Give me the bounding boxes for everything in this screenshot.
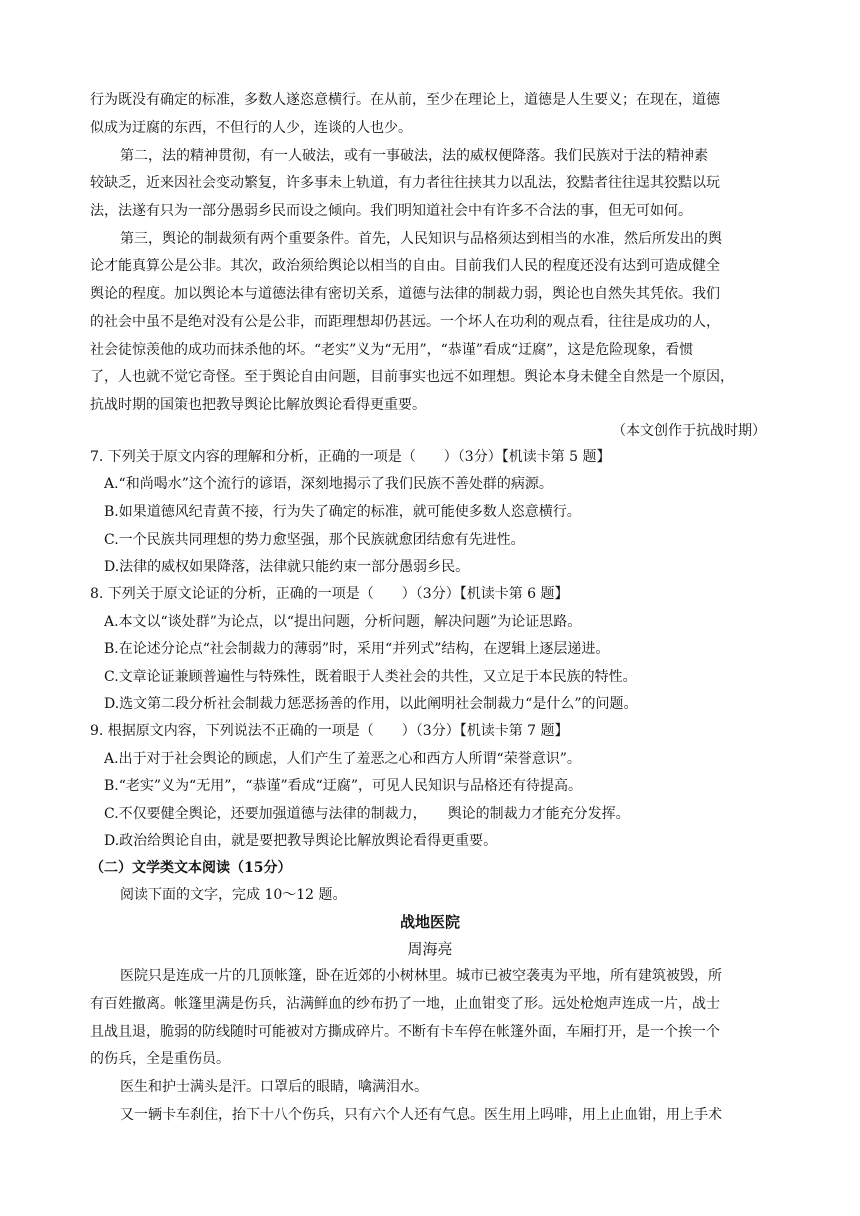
passage-line: 第二，法的精神贯彻，有一人破法，或有一事破法，法的威权便降落。我们民族对于法的精神素 bbox=[120, 148, 708, 164]
story-title: 战地医院 bbox=[399, 913, 460, 931]
passage-line: 第三，舆论的制裁须有两个重要条件。首先，人民知识与品格须达到相当的水准，然后所发出的舆 bbox=[120, 231, 722, 247]
question-option: B.“老实”义为“无用”，“恭谨”看成“迂腐”，可见人民知识与品格还有待提高。 bbox=[104, 778, 582, 794]
story-line: 且战且退，脆弱的防线随时可能被对方撕成碎片。不断有卡车停在帐篷外面，车厢打开，是一个挨一个 bbox=[90, 1024, 720, 1040]
question-option: A.本文以“谈处群”为论点，以“提出问题，分析问题，解决问题”为论证思路。 bbox=[104, 614, 582, 630]
passage-line: 较缺乏，近来因社会变动繁复，许多事未上轨道，有力者往往挟其力以乱法，狡黠者往往逞其狡黠以玩 bbox=[90, 175, 720, 191]
section-instruction: 阅读下面的文字，完成 10～12 题。 bbox=[120, 887, 347, 903]
passage-line: 社会徒惊羡他的成功而抹杀他的坏。“老实”义为“无用”，“恭谨”看成“迂腐”，这是危险现象，看惯 bbox=[90, 342, 694, 358]
passage-line: 的社会中虽不是绝对没有公是公非，而距理想却仍甚远。一个坏人在功利的观点看，往往是成功的人， bbox=[90, 314, 720, 330]
question-option: B.在论述分论点“社会制裁力的薄弱”时，采用“并列式”结构，在逻辑上逐层递进。 bbox=[104, 641, 610, 657]
passage-line: 似成为迂腐的东西，不但行的人少，连谈的人也少。 bbox=[90, 120, 412, 136]
story-line: 医生和护士满头是汗。口罩后的眼睛，噙满泪水。 bbox=[120, 1079, 428, 1095]
passage-line: 行为既没有确定的标准，多数人遂恣意横行。在从前，至少在理论上，道德是人生要义；在现在，道德 bbox=[90, 92, 720, 108]
passage-line: 论才能真算公是公非。其次，政治须给舆论以相当的自由。目前我们人民的程度还没有达到可造成健全 bbox=[90, 258, 720, 274]
question-option: A.出于对于社会舆论的顾虑，人们产生了羞恶之心和西方人所谓“荣誉意识”。 bbox=[104, 751, 581, 767]
question-option: D.政治给舆论自由，就是要把教导舆论比解放舆论看得更重要。 bbox=[104, 833, 498, 849]
question-option: D.选文第二段分析社会制裁力惩恶扬善的作用，以此阐明社会制裁力“是什么”的问题。 bbox=[104, 696, 638, 712]
passage-line: 法，法遂有只为一部分愚弱乡民而设之倾向。我们明知道社会中有许多不合法的事，但无可如何。 bbox=[90, 203, 692, 219]
passage-line: 舆论的程度。加以舆论本与道德法律有密切关系，道德与法律的制裁力弱，舆论也自然失其凭依。我们 bbox=[90, 286, 720, 302]
story-line: 又一辆卡车刹住，抬下十八个伤兵，只有六个人还有气息。医生用上吗啡，用上止血钳，用上手术 bbox=[120, 1107, 722, 1123]
question-option: A.“和尚喝水”这个流行的谚语，深刻地揭示了我们民族不善处群的病源。 bbox=[104, 476, 553, 492]
story-author: 周海亮 bbox=[407, 940, 453, 958]
question-stem: 7. 下列关于原文内容的理解和分析，正确的一项是（ ）（3分）【机读卡第 5 题】 bbox=[90, 449, 611, 465]
section-heading: （二）文学类文本阅读（15分） bbox=[90, 860, 292, 876]
question-stem: 8. 下列关于原文论证的分析，正确的一项是（ ）（3分）【机读卡第 6 题】 bbox=[90, 586, 569, 602]
story-line: 的伤兵，全是重伤员。 bbox=[90, 1051, 230, 1067]
story-line: 医院只是连成一片的几顶帐篷，卧在近郊的小树林里。城市已被空袭夷为平地，所有建筑被毁，所 bbox=[120, 968, 722, 984]
question-option: D.法律的威权如果降落，法律就只能约束一部分愚弱乡民。 bbox=[104, 559, 470, 575]
question-option: C.文章论证兼顾普遍性与特殊性，既着眼于人类社会的共性，又立足于本民族的特性。 bbox=[104, 669, 637, 685]
story-line: 有百姓撤离。帐篷里满是伤兵，沾满鲜血的纱布扔了一地，止血钳变了形。远处枪炮声连成一片，战士 bbox=[90, 996, 720, 1012]
passage-line: 抗战时期的国策也把教导舆论比解放舆论看得更重要。 bbox=[90, 397, 426, 413]
passage-line: 了，人也就不觉它奇怪。至于舆论自由问题，目前事实也远不如理想。舆论本身未健全自然是一个原因， bbox=[90, 369, 734, 385]
question-option: C.一个民族共同理想的势力愈坚强，那个民族就愈团结愈有先进性。 bbox=[104, 532, 525, 548]
question-stem: 9. 根据原文内容，下列说法不正确的一项是（ ）（3分）【机读卡第 7 题】 bbox=[90, 723, 569, 739]
question-option: B.如果道德风纪青黄不接，行为失了确定的标准，就可能使多数人恣意横行。 bbox=[104, 504, 581, 520]
passage-note: （本文创作于抗战时期） bbox=[612, 423, 766, 439]
question-option: C.不仅要健全舆论，还要加强道德与法律的制裁力， 舆论的制裁力才能充分发挥。 bbox=[104, 806, 630, 822]
